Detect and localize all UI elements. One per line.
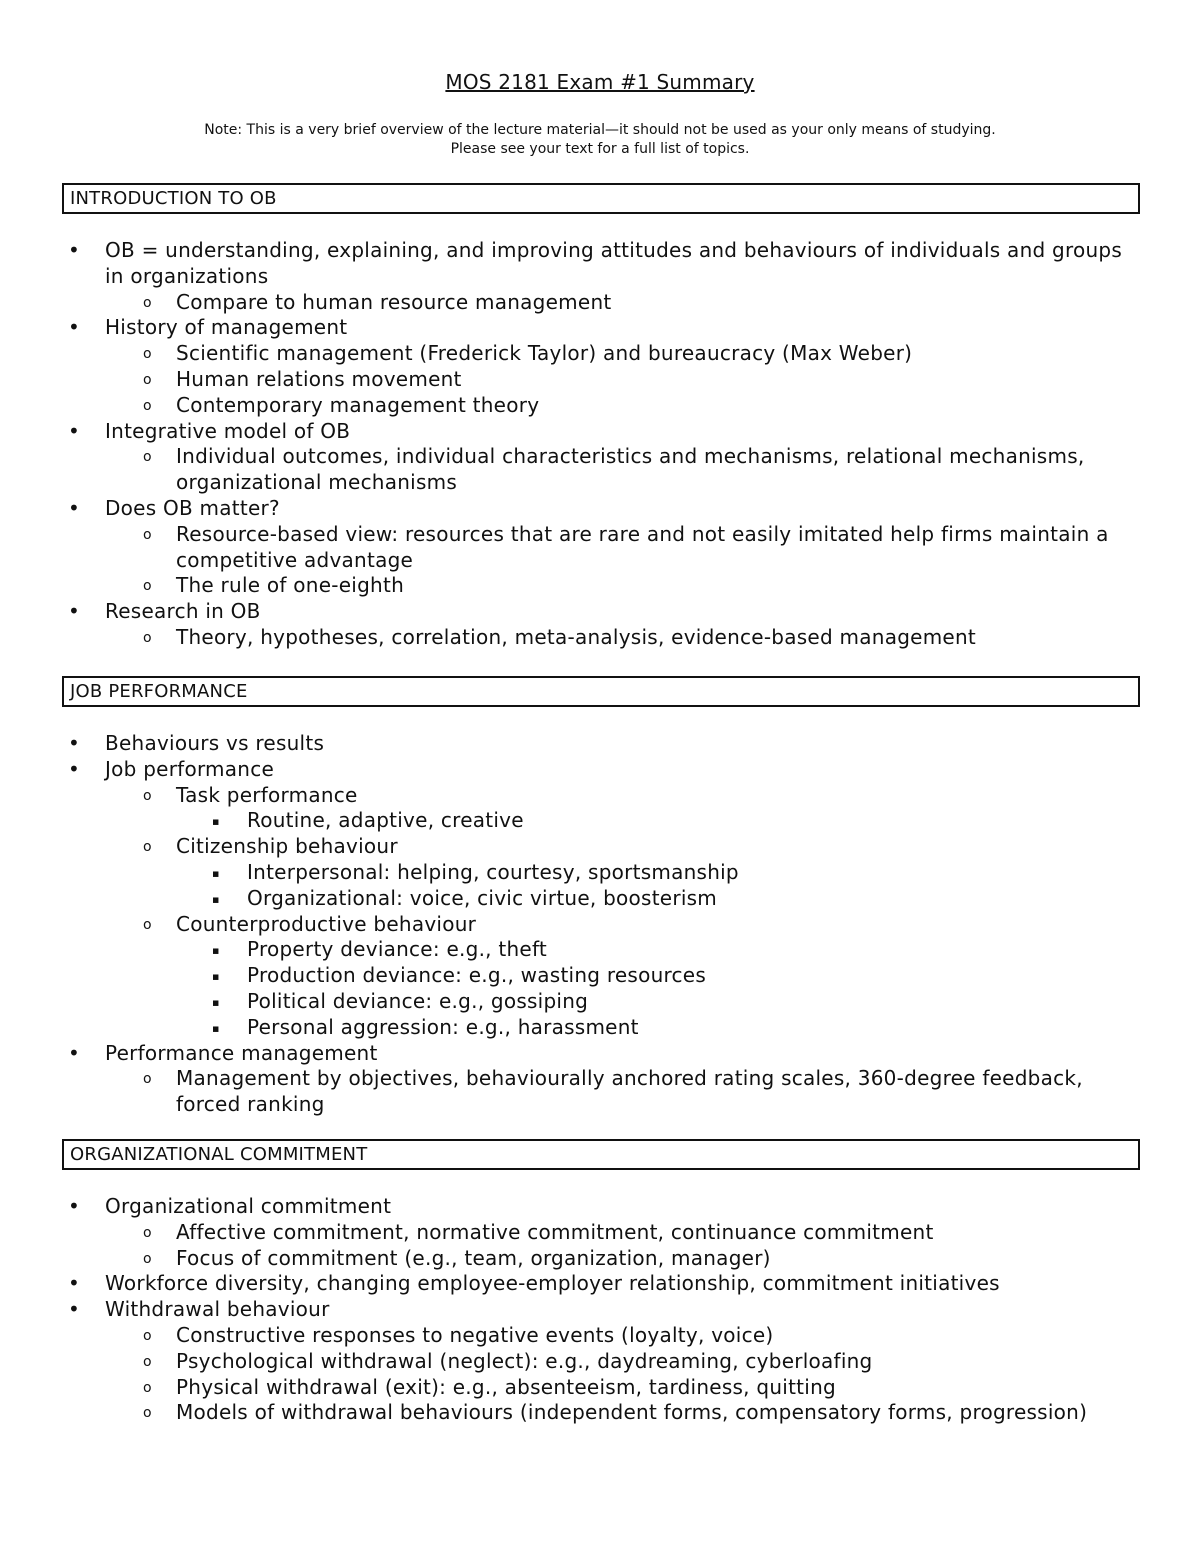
list-item (62, 599, 1140, 625)
document-title: MOS 2181 Exam #1 Summary (445, 70, 755, 94)
sub-bullet-marker: o (143, 397, 152, 414)
list-item (62, 963, 1140, 989)
list-item (62, 1271, 1140, 1297)
list-item (62, 1246, 1140, 1272)
list-item-text: Workforce diversity, changing employee-employer relationship, commitment initiatives (105, 1271, 1000, 1296)
list-item-text: Organizational: voice, civic virtue, boosterism (247, 885, 718, 910)
list-item (62, 783, 1140, 809)
list-item (62, 757, 1140, 783)
sub-bullet-marker: o (143, 578, 152, 595)
list-item-text: Does OB matter? (105, 495, 280, 520)
bullet-marker: • (68, 1271, 81, 1296)
list-item (62, 731, 1140, 757)
square-bullet-marker: ▪ (212, 995, 220, 1009)
sub-bullet-marker: o (143, 1379, 152, 1396)
list-item (62, 522, 1140, 574)
sub-bullet-marker: o (143, 526, 152, 543)
list-item (62, 238, 1140, 290)
list-item (62, 1349, 1140, 1375)
list-item-text: Resource-based view: resources that are rare and not easily imitated help firms maintain a competitive advantage (176, 521, 1109, 572)
sub-bullet-marker: o (143, 449, 152, 466)
list-item (62, 625, 1140, 651)
list-item-text: Affective commitment, normative commitment, continuance commitment (176, 1219, 934, 1244)
list-item (62, 367, 1140, 393)
sub-bullet-marker: o (143, 1071, 152, 1088)
note-line-2: Please see your text for a full list of topics. (450, 141, 750, 157)
list-item-text: The rule of one-eighth (176, 573, 404, 598)
square-bullet-marker: ▪ (212, 892, 220, 906)
list-item (62, 290, 1140, 316)
list-item-text: Job performance (105, 756, 275, 781)
list-item (62, 1066, 1140, 1118)
list-item (62, 860, 1140, 886)
bullet-marker: • (68, 599, 81, 624)
bullet-list (62, 1194, 1140, 1426)
list-item-text: Physical withdrawal (exit): e.g., absenteeism, tardiness, quitting (176, 1374, 836, 1399)
note-line-1: Note: This is a very brief overview of the lecture material—it should not be used as your only means of studying. (204, 122, 996, 138)
list-item-text: Counterproductive behaviour (176, 911, 477, 936)
square-bullet-marker: ▪ (212, 970, 220, 984)
bullet-marker: • (68, 238, 81, 262)
list-item (62, 573, 1140, 599)
list-item (62, 1220, 1140, 1246)
list-item-text: Scientific management (Frederick Taylor) and bureaucracy (Max Weber) (176, 341, 913, 366)
sub-bullet-marker: o (143, 629, 152, 646)
sub-bullet-marker: o (143, 1353, 152, 1370)
list-item-text: Management by objectives, behaviourally anchored rating scales, 360-degree feedback, forced ranking (176, 1066, 1083, 1117)
square-bullet-marker: ▪ (212, 866, 220, 880)
section-header: ORGANIZATIONAL COMMITMENT (62, 1139, 1140, 1170)
list-item (62, 315, 1140, 341)
list-item (62, 1323, 1140, 1349)
list-item (62, 937, 1140, 963)
list-item-text: Organizational commitment (105, 1194, 392, 1218)
list-item-text: Behaviours vs results (105, 731, 325, 755)
section-header: JOB PERFORMANCE (62, 676, 1140, 707)
sub-bullet-marker: o (143, 294, 152, 311)
list-item (62, 886, 1140, 912)
list-item-text: Individual outcomes, individual characteristics and mechanisms, relational mechanisms, organizational mechanisms (176, 444, 1085, 495)
bullet-marker: • (68, 418, 81, 443)
list-item-text: Performance management (105, 1040, 378, 1065)
list-item (62, 341, 1140, 367)
list-item-text: Research in OB (105, 599, 261, 624)
bullet-marker: • (68, 315, 81, 340)
list-item (62, 989, 1140, 1015)
list-item-text: Theory, hypotheses, correlation, meta-analysis, evidence-based management (176, 624, 976, 649)
list-item-text: History of management (105, 315, 348, 340)
list-item-text: Contemporary management theory (176, 392, 540, 417)
square-bullet-marker: ▪ (212, 815, 220, 829)
study-note (0, 121, 1200, 159)
list-item (62, 1015, 1140, 1041)
list-item-text: Political deviance: e.g., gossiping (247, 988, 589, 1013)
list-item (62, 496, 1140, 522)
list-item (62, 1297, 1140, 1323)
section-organizational-commitment (62, 1139, 1140, 1426)
list-item-text: Psychological withdrawal (neglect): e.g., daydreaming, cyberloafing (176, 1348, 873, 1373)
bullet-marker: • (68, 731, 81, 755)
list-item-text: Integrative model of OB (105, 418, 351, 443)
list-item-text: Routine, adaptive, creative (247, 808, 524, 833)
list-item-text: Human relations movement (176, 366, 462, 391)
sub-bullet-marker: o (143, 1250, 152, 1267)
list-item (62, 808, 1140, 834)
sub-bullet-marker: o (143, 1327, 152, 1344)
list-item (62, 393, 1140, 419)
bullet-list (62, 731, 1140, 1118)
square-bullet-marker: ▪ (212, 1021, 220, 1035)
sub-bullet-marker: o (143, 1405, 152, 1422)
sub-bullet-marker: o (143, 916, 152, 933)
sub-bullet-marker: o (143, 371, 152, 388)
list-item-text: Citizenship behaviour (176, 834, 398, 859)
list-item-text: Task performance (176, 782, 358, 807)
section-introduction-to-ob (62, 183, 1140, 651)
list-item-text: Personal aggression: e.g., harassment (247, 1014, 639, 1039)
sub-bullet-marker: o (143, 1224, 152, 1241)
list-item-text: Interpersonal: helping, courtesy, sportsmanship (247, 859, 739, 884)
bullet-marker: • (68, 1040, 81, 1065)
list-item (62, 1041, 1140, 1067)
sub-bullet-marker: o (143, 346, 152, 363)
list-item-text: OB = understanding, explaining, and improving attitudes and behaviours of individuals and groups in organizations (105, 238, 1123, 288)
sub-bullet-marker: o (143, 787, 152, 804)
list-item-text: Property deviance: e.g., theft (247, 937, 547, 962)
square-bullet-marker: ▪ (212, 944, 220, 958)
section-header: INTRODUCTION TO OB (62, 183, 1140, 214)
bullet-marker: • (68, 495, 81, 520)
bullet-marker: • (68, 1297, 81, 1322)
list-item-text: Models of withdrawal behaviours (independent forms, compensatory forms, progression) (176, 1400, 1088, 1425)
list-item-text: Compare to human resource management (176, 289, 612, 314)
list-item (62, 419, 1140, 445)
list-item (62, 912, 1140, 938)
list-item-text: Withdrawal behaviour (105, 1297, 330, 1322)
list-item-text: Focus of commitment (e.g., team, organization, manager) (176, 1245, 771, 1270)
bullet-marker: • (68, 1194, 81, 1218)
list-item (62, 1400, 1140, 1426)
section-job-performance (62, 676, 1140, 1118)
list-item (62, 1375, 1140, 1401)
bullet-list (62, 238, 1140, 651)
list-item (62, 444, 1140, 496)
sub-bullet-marker: o (143, 839, 152, 856)
list-item (62, 834, 1140, 860)
bullet-marker: • (68, 756, 81, 781)
list-item-text: Constructive responses to negative events (loyalty, voice) (176, 1322, 774, 1347)
list-item-text: Production deviance: e.g., wasting resources (247, 963, 706, 988)
list-item (62, 1194, 1140, 1220)
